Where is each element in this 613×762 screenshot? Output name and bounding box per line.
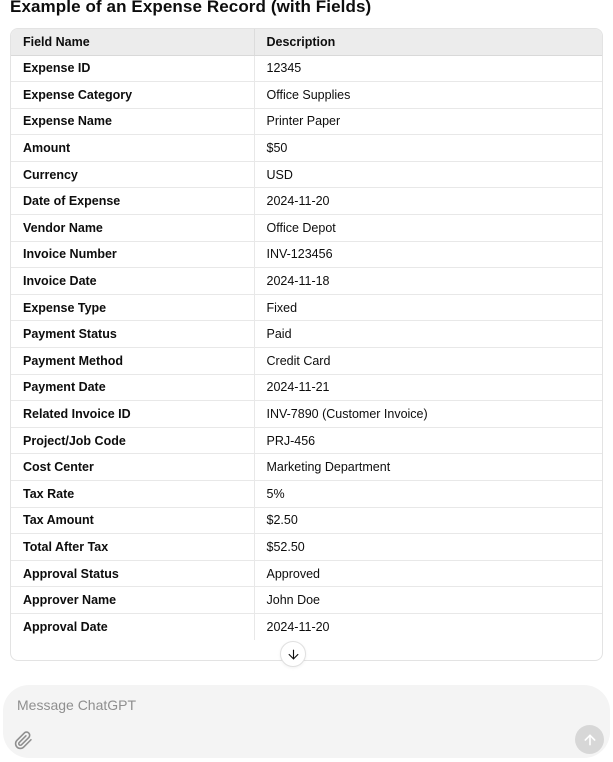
description-cell: Approved [254, 560, 603, 587]
field-name-cell: Total After Tax [11, 534, 254, 561]
description-cell: INV-7890 (Customer Invoice) [254, 401, 603, 428]
field-name-cell: Payment Status [11, 321, 254, 348]
column-header-description: Description [254, 29, 603, 55]
field-name-cell: Expense Type [11, 294, 254, 321]
field-name-cell: Invoice Date [11, 268, 254, 295]
description-cell: USD [254, 161, 603, 188]
description-cell: INV-123456 [254, 241, 603, 268]
table-row [11, 135, 603, 162]
paperclip-icon [14, 731, 33, 750]
field-name-cell: Payment Date [11, 374, 254, 401]
field-name-cell: Related Invoice ID [11, 401, 254, 428]
message-composer[interactable] [3, 685, 610, 758]
field-name-cell: Tax Amount [11, 507, 254, 534]
description-cell: John Doe [254, 587, 603, 614]
table-row [11, 188, 603, 215]
table-row [11, 55, 603, 82]
table-row [11, 534, 603, 561]
table-row [11, 241, 603, 268]
description-cell: 2024-11-20 [254, 613, 603, 640]
field-name-cell: Approval Date [11, 613, 254, 640]
send-button[interactable] [575, 725, 604, 754]
description-cell: $50 [254, 135, 603, 162]
down-arrow-icon [286, 647, 301, 662]
table-row [11, 294, 603, 321]
field-name-cell: Project/Job Code [11, 427, 254, 454]
page-title: Example of an Expense Record (with Fields) [10, 0, 372, 16]
table-row [11, 454, 603, 481]
table-row [11, 215, 603, 242]
field-name-cell: Expense Category [11, 82, 254, 109]
description-cell: Office Supplies [254, 82, 603, 109]
attach-file-button[interactable] [11, 728, 35, 752]
message-input[interactable]: Message ChatGPT [17, 697, 137, 713]
field-name-cell: Currency [11, 161, 254, 188]
column-header-field-name: Field Name [11, 29, 254, 55]
description-cell: 2024-11-20 [254, 188, 603, 215]
field-name-cell: Approval Status [11, 560, 254, 587]
table-row [11, 108, 603, 135]
description-cell: Office Depot [254, 215, 603, 242]
field-name-cell: Date of Expense [11, 188, 254, 215]
table-row [11, 348, 603, 375]
table-header-row [11, 29, 603, 55]
field-name-cell: Amount [11, 135, 254, 162]
description-cell: 12345 [254, 55, 603, 82]
description-cell: Fixed [254, 294, 603, 321]
description-cell: 2024-11-18 [254, 268, 603, 295]
field-name-cell: Approver Name [11, 587, 254, 614]
field-name-cell: Expense Name [11, 108, 254, 135]
field-name-cell: Expense ID [11, 55, 254, 82]
description-cell: 5% [254, 481, 603, 508]
description-cell: Marketing Department [254, 454, 603, 481]
table-row [11, 481, 603, 508]
scroll-to-bottom-button[interactable] [280, 641, 306, 667]
description-cell: Paid [254, 321, 603, 348]
field-name-cell: Tax Rate [11, 481, 254, 508]
field-name-cell: Cost Center [11, 454, 254, 481]
table-row [11, 613, 603, 640]
table-row [11, 161, 603, 188]
description-cell: Printer Paper [254, 108, 603, 135]
table-row [11, 82, 603, 109]
description-cell: 2024-11-21 [254, 374, 603, 401]
description-cell: PRJ-456 [254, 427, 603, 454]
description-cell: $52.50 [254, 534, 603, 561]
table-row [11, 507, 603, 534]
up-arrow-icon [582, 732, 598, 748]
field-name-cell: Payment Method [11, 348, 254, 375]
table-row [11, 268, 603, 295]
description-cell: Credit Card [254, 348, 603, 375]
table-row [11, 374, 603, 401]
table-row [11, 427, 603, 454]
table-row [11, 321, 603, 348]
table-row [11, 560, 603, 587]
table-row [11, 587, 603, 614]
table-row [11, 401, 603, 428]
field-name-cell: Vendor Name [11, 215, 254, 242]
expense-record-table [10, 28, 603, 661]
table [11, 29, 603, 640]
description-cell: $2.50 [254, 507, 603, 534]
field-name-cell: Invoice Number [11, 241, 254, 268]
